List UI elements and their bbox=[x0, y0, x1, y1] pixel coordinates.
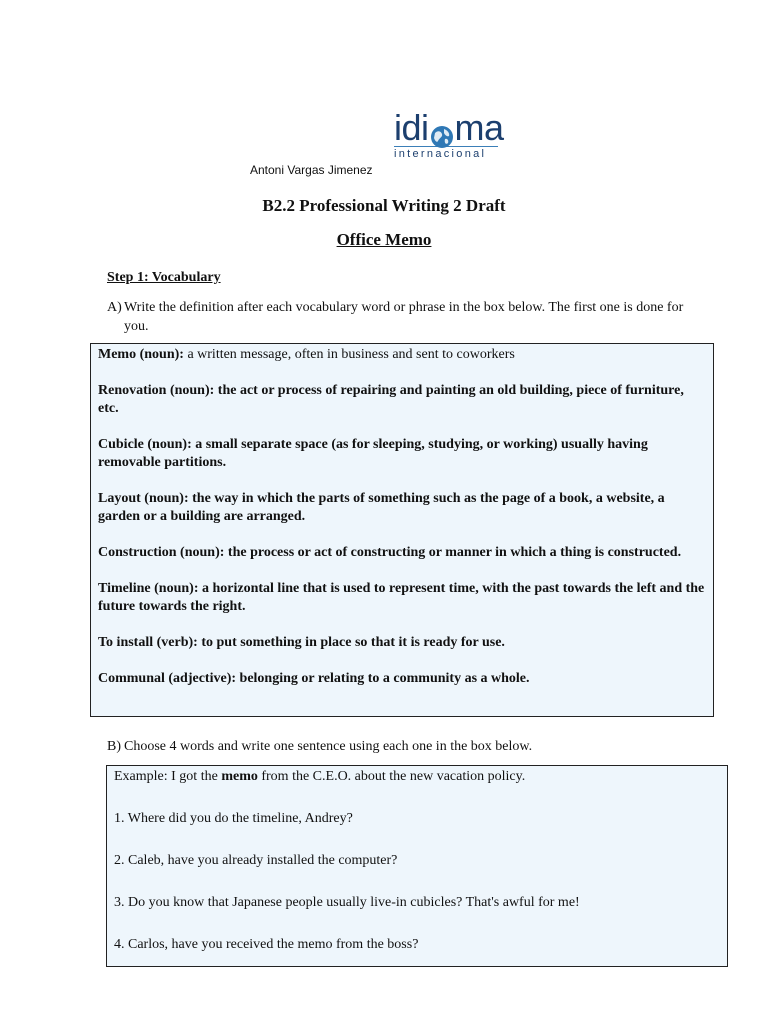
vocabulary-entry bbox=[98, 490, 706, 526]
example-bold-word: memo bbox=[221, 769, 258, 784]
vocabulary-term: Construction (noun): bbox=[98, 545, 225, 560]
vocabulary-entry bbox=[98, 670, 706, 688]
sentence-item: 3. Do you know that Japanese people usually live-in cubicles? That's awful for me! bbox=[114, 895, 580, 910]
vocabulary-term: Memo (noun): bbox=[98, 347, 184, 362]
vocabulary-definition: the act or process of repairing and painting an old building, piece of furniture, etc. bbox=[98, 383, 684, 416]
instruction-a-marker: A) bbox=[107, 300, 122, 315]
author-name: Antoni Vargas Jimenez bbox=[250, 163, 373, 177]
instruction-b bbox=[107, 737, 687, 756]
vocabulary-term: Renovation (noun): bbox=[98, 383, 215, 398]
logo-text-right: ma bbox=[454, 107, 504, 148]
vocabulary-definition: to put something in place so that it is ready for use. bbox=[197, 635, 505, 650]
vocabulary-definition: a written message, often in business and sent to coworkers bbox=[183, 347, 515, 362]
example-sentence bbox=[114, 768, 720, 786]
vocabulary-box bbox=[90, 343, 714, 717]
logo-subtitle: internacional bbox=[394, 146, 498, 160]
instruction-a bbox=[107, 298, 687, 336]
step-heading: Step 1: Vocabulary bbox=[107, 270, 221, 285]
example-after: from the C.E.O. about the new vacation policy. bbox=[257, 769, 526, 784]
document-title: B2.2 Professional Writing 2 Draft bbox=[262, 196, 506, 215]
logo-wordmark bbox=[394, 108, 502, 146]
idioma-logo bbox=[394, 108, 502, 160]
sentence-item: 2. Caleb, have you already installed the computer? bbox=[114, 853, 398, 868]
vocabulary-definition: a horizontal line that is used to represent time, with the past towards the left and the future towards the right. bbox=[98, 581, 705, 614]
vocabulary-entry bbox=[98, 382, 706, 418]
vocabulary-definition: a small separate space (as for sleeping, studying, or working) usually having removable partitions. bbox=[98, 437, 648, 470]
instruction-b-text: Choose 4 words and write one sentence using each one in the box below. bbox=[124, 739, 533, 754]
vocabulary-entry bbox=[98, 346, 706, 364]
vocabulary-term: Communal (adjective): bbox=[98, 671, 237, 686]
sentence-item: 4. Carlos, have you received the memo from the boss? bbox=[114, 937, 419, 952]
vocabulary-term: Cubicle (noun): bbox=[98, 437, 192, 452]
vocabulary-entry bbox=[98, 436, 706, 472]
instruction-b-marker: B) bbox=[107, 739, 121, 754]
globe-icon bbox=[430, 119, 454, 143]
document-subtitle: Office Memo bbox=[336, 230, 432, 249]
sentences-box bbox=[106, 765, 728, 967]
sentence-item: 1. Where did you do the timeline, Andrey? bbox=[114, 811, 353, 826]
vocabulary-definition: the process or act of constructing or manner in which a thing is constructed. bbox=[224, 545, 682, 560]
vocabulary-entry bbox=[98, 634, 706, 652]
vocabulary-definition: the way in which the parts of something such as the page of a book, a website, a garden or a building are arranged. bbox=[98, 491, 665, 524]
vocabulary-term: Timeline (noun): bbox=[98, 581, 199, 596]
example-before: Example: I got the bbox=[114, 769, 222, 784]
vocabulary-definition: belonging or relating to a community as a whole. bbox=[236, 671, 530, 686]
vocabulary-entry bbox=[98, 580, 706, 616]
vocabulary-term: Layout (noun): bbox=[98, 491, 189, 506]
vocabulary-entry bbox=[98, 544, 706, 562]
instruction-a-text: Write the definition after each vocabulary word or phrase in the box below. The first one is done for you. bbox=[124, 300, 684, 334]
vocabulary-term: To install (verb): bbox=[98, 635, 198, 650]
logo-text-left: idi bbox=[394, 107, 429, 148]
